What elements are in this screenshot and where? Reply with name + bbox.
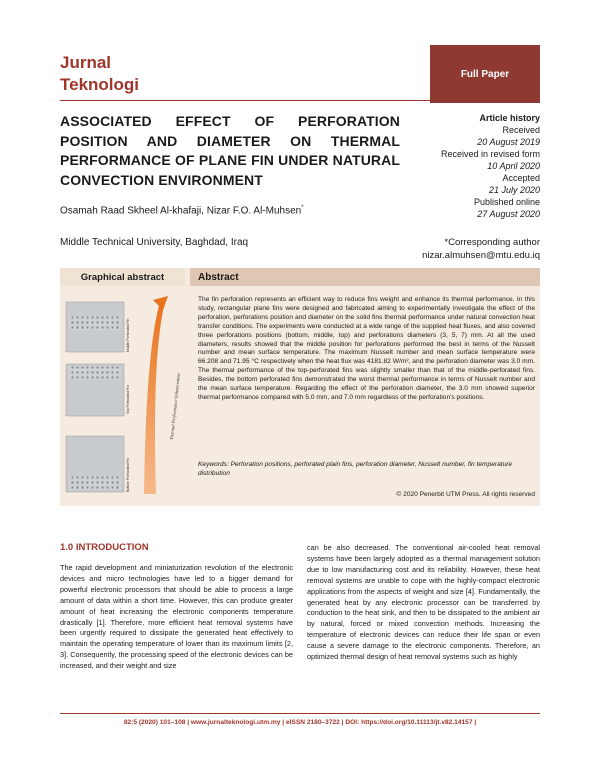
revised-label: Received in revised form <box>440 149 540 159</box>
journal-name-line1: Jurnal <box>60 53 112 72</box>
graphical-abstract-figure <box>60 290 188 500</box>
top-fin-label: Top Perforated Fin <box>126 385 130 414</box>
corresponding-email[interactable]: nizar.almuhsen@mtu.edu.iq <box>422 250 540 261</box>
corresponding-label: *Corresponding author <box>444 237 540 248</box>
corresponding-mark: * <box>301 205 304 211</box>
affiliation: Middle Technical University, Baghdad, Iraq <box>60 237 249 248</box>
middle-fin-label: Middle Perforated Fin <box>126 318 130 352</box>
received-label: Received <box>502 125 540 135</box>
bottom-perforated-fin <box>66 436 130 492</box>
accepted-label: Accepted <box>502 173 540 183</box>
published-date: 27 August 2020 <box>477 209 540 219</box>
page-footer: 82:5 (2020) 101–108 | www.jurnalteknologi.utm.my | eISSN 2180–3722 | DOI: https://doi.org/10.11113/jt.v82.14157 | <box>123 719 477 726</box>
paper-type-badge: Full Paper <box>430 45 540 103</box>
author-list <box>60 205 400 216</box>
correspondence <box>380 236 540 262</box>
body-left-column: The rapid development and miniaturization revolution of the electronic devices and micro technologies have led to a bigger demand for powerful electronic processors that should be able to process a large amount of data within a short time. However, this can produce greater amount of heat increasing the electronic components temperature drastically [1]. Therefore, more efficient heat removal systems have been urgently required to dissipate the generated heat effectively to maintain the operating temperature of lower than its maximum limits [2, 3]. Consequently, the processing speed of the electronic devices can be increased, and their weight and size <box>60 563 293 671</box>
footer-rule <box>60 713 540 714</box>
arrow-label: Thermal Performance Enhancement <box>169 373 181 441</box>
journal-name-line2: Teknologi <box>60 75 140 94</box>
header-rule <box>60 100 430 101</box>
graphical-abstract-heading: Graphical abstract <box>60 268 185 286</box>
keywords: Keywords: Perforation positions, perforated plain fins, perforation diameter, Nusselt number, fin temperature distribution <box>198 461 513 477</box>
abstract-text: The fin perforation represents an efficient way to reduce fins weight and enhance its thermal performance. In this study, rectangular plane fins were designed and fabricated aiming to experimentally investigate the effect of the perforation, perforations position and diameter on the solid fins thermal performance under natural convection heat transfer conditions. The experiments were conducted at a wide range of the supplied heat fluxes, and also covered three perforations positions (bottom, middle, top) and perforations diameters (3, 5, 7) mm. At all the used diameters, results showed that the middle position for perforations performed the best in terms of the Nusselt number and mean surface temperature. The maximum Nusselt number and mean surface temperature were 66.208 and 71.95 °C respectively when the heat flux was 4181.82 W/m², and the perforation diameter was 3.0 mm. The thermal performance of the top-perforated fins was slightly smaller than that of the middle-perforated fins. Besides, the bottom perforated fins demonstrated the worst thermal performance in terms of Nusselt number and the mean surface temperature. Regarding the effect of the perforation diameter, the 3.0 mm showed superior thermal performance compared with 5.0 mm, and 7.0 mm regardless of the perforation's positions. <box>198 296 535 401</box>
top-perforated-fin <box>66 364 130 416</box>
section-heading: 1.0 INTRODUCTION <box>60 542 149 553</box>
revised-date: 10 April 2020 <box>487 161 540 171</box>
article-title: ASSOCIATED EFFECT OF PERFORATION POSITION AND DIAMETER ON THERMAL PERFORMANCE OF PLANE FIN UNDER NATURAL CONVECTION ENVIRONMENT <box>60 113 400 188</box>
article-history <box>410 112 540 220</box>
journal-logo <box>60 52 139 96</box>
copyright: © 2020 Penerbit UTM Press. All rights reserved <box>396 491 535 498</box>
bottom-fin-label: Bottom Perforated Fin <box>126 457 130 492</box>
enhancement-arrow <box>144 296 181 494</box>
authors-text: Osamah Raad Skheel Al-khafaji, Nizar F.O. Al-Muhsen <box>60 205 302 217</box>
accepted-date: 21 July 2020 <box>488 185 540 195</box>
published-label: Published online <box>473 197 540 207</box>
body-right-column: can be also decreased. The conventional air-cooled heat removal systems have been largely adopted as a thermal management solution due to low manufacturing cost and its reliability. However, these heat removal systems are unable to cope with the highly-compact electronic applications from the aspects of weight and size [4]. Fundamentally, the generated heat by any electronic processor can be transferred by conduction to the heat sink, and then to be dissipated to the ambient air by natural, forced or mixed convection methods. Increasing the temperature of electronic devices can reduce their life span or even cause a severe damage to the electronic components. Therefore, an optimized thermal design of heat removal systems such as highly <box>307 543 540 662</box>
history-heading: Article history <box>479 113 540 123</box>
abstract-heading: Abstract <box>190 268 540 286</box>
received-date: 20 August 2019 <box>477 137 540 147</box>
middle-perforated-fin <box>66 302 130 352</box>
